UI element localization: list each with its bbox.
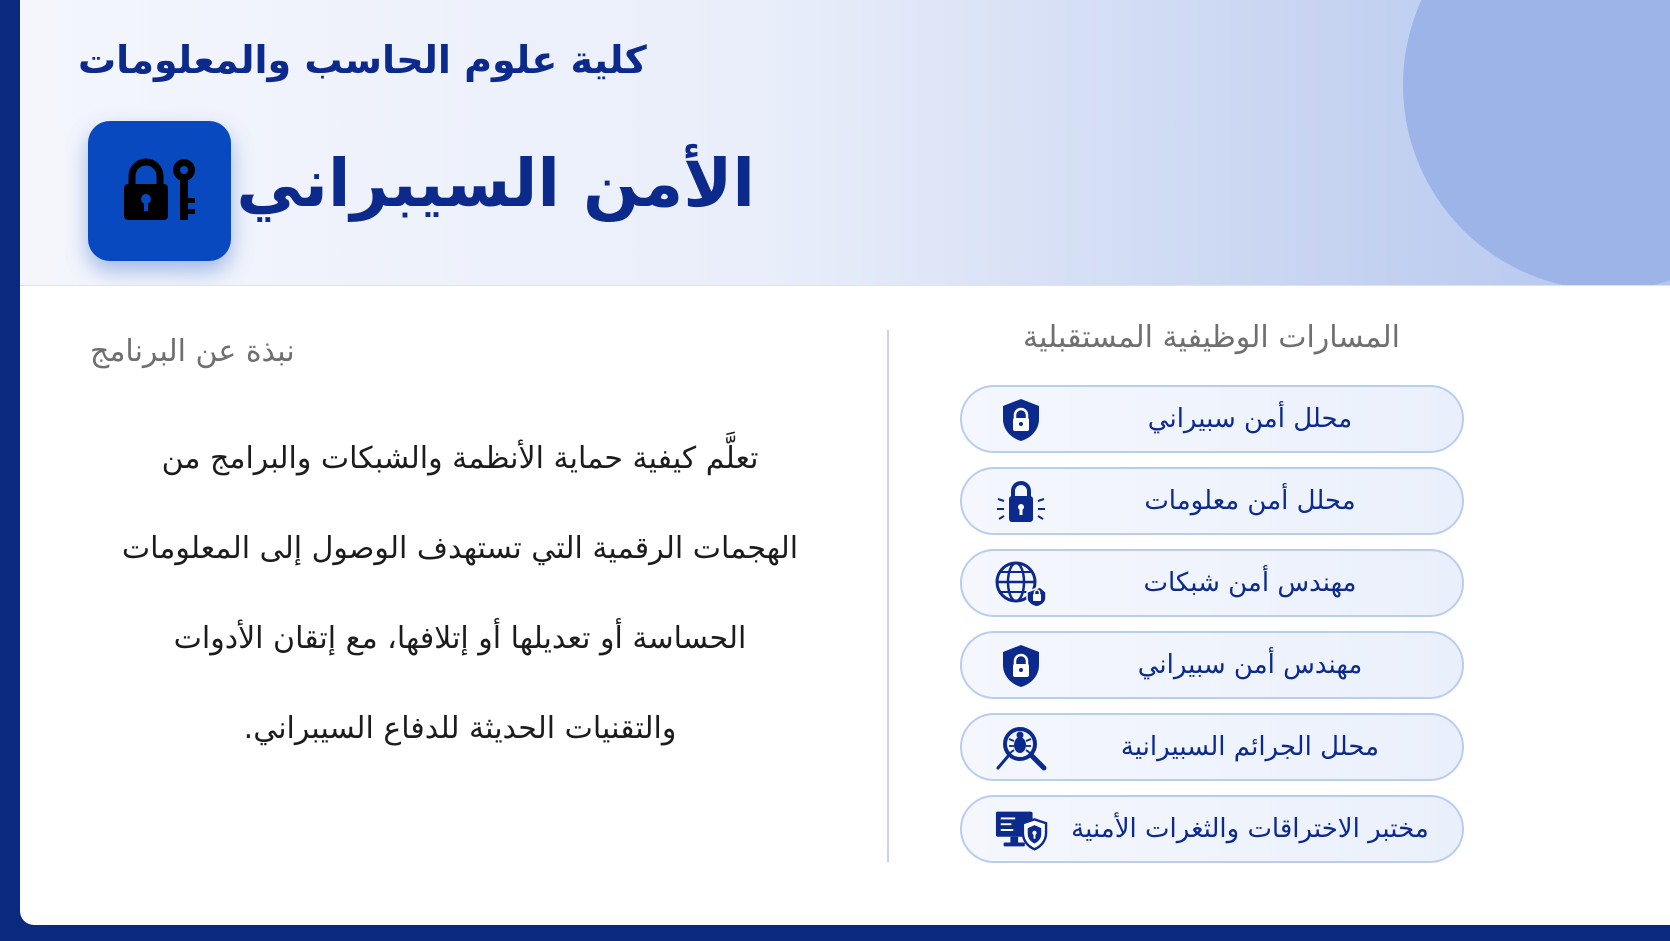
program-title: الأمن السيبراني xyxy=(236,145,755,222)
career-label: محلل أمن معلومات xyxy=(1144,486,1356,516)
career-item xyxy=(960,549,1464,617)
globe-lock-icon xyxy=(994,560,1048,608)
career-item xyxy=(960,713,1464,781)
slide-card xyxy=(20,0,1670,925)
college-title: كلية علوم الحاسب والمعلومات xyxy=(78,38,647,82)
shield-lock-icon xyxy=(994,642,1048,690)
about-line: والتقنيات الحديثة للدفاع السيبراني. xyxy=(243,711,677,746)
careers-title: المسارات الوظيفية المستقبلية xyxy=(1022,320,1400,355)
career-item xyxy=(960,795,1464,863)
career-item xyxy=(960,385,1464,453)
about-title: نبذة عن البرنامج xyxy=(90,334,295,369)
lock-key-icon xyxy=(120,156,200,226)
about-description xyxy=(90,414,830,774)
column-divider xyxy=(887,330,889,862)
decorative-circle xyxy=(1403,0,1670,286)
shield-lock-icon xyxy=(994,396,1048,444)
career-label: مختبر الاختراقات والثغرات الأمنية xyxy=(1071,814,1429,844)
about-line: تعلَّم كيفية حماية الأنظمة والشبكات والبرامج من xyxy=(161,441,759,476)
about-line: الحساسة أو تعديلها أو إتلافها، مع إتقان الأدوات xyxy=(173,621,747,656)
career-label: مهندس أمن شبكات xyxy=(1143,568,1357,598)
career-label: مهندس أمن سبيراني xyxy=(1137,650,1363,680)
padlock-alert-icon xyxy=(994,478,1048,526)
header-banner xyxy=(20,0,1670,286)
bug-magnifier-icon xyxy=(994,724,1048,772)
career-item xyxy=(960,467,1464,535)
career-label: محلل أمن سبيراني xyxy=(1147,404,1353,434)
career-list xyxy=(960,385,1464,877)
career-item xyxy=(960,631,1464,699)
about-line: الهجمات الرقمية التي تستهدف الوصول إلى المعلومات xyxy=(121,531,799,566)
career-label: محلل الجرائم السبيرانية xyxy=(1120,732,1380,762)
program-logo xyxy=(88,121,231,261)
monitor-shield-icon xyxy=(994,806,1048,854)
